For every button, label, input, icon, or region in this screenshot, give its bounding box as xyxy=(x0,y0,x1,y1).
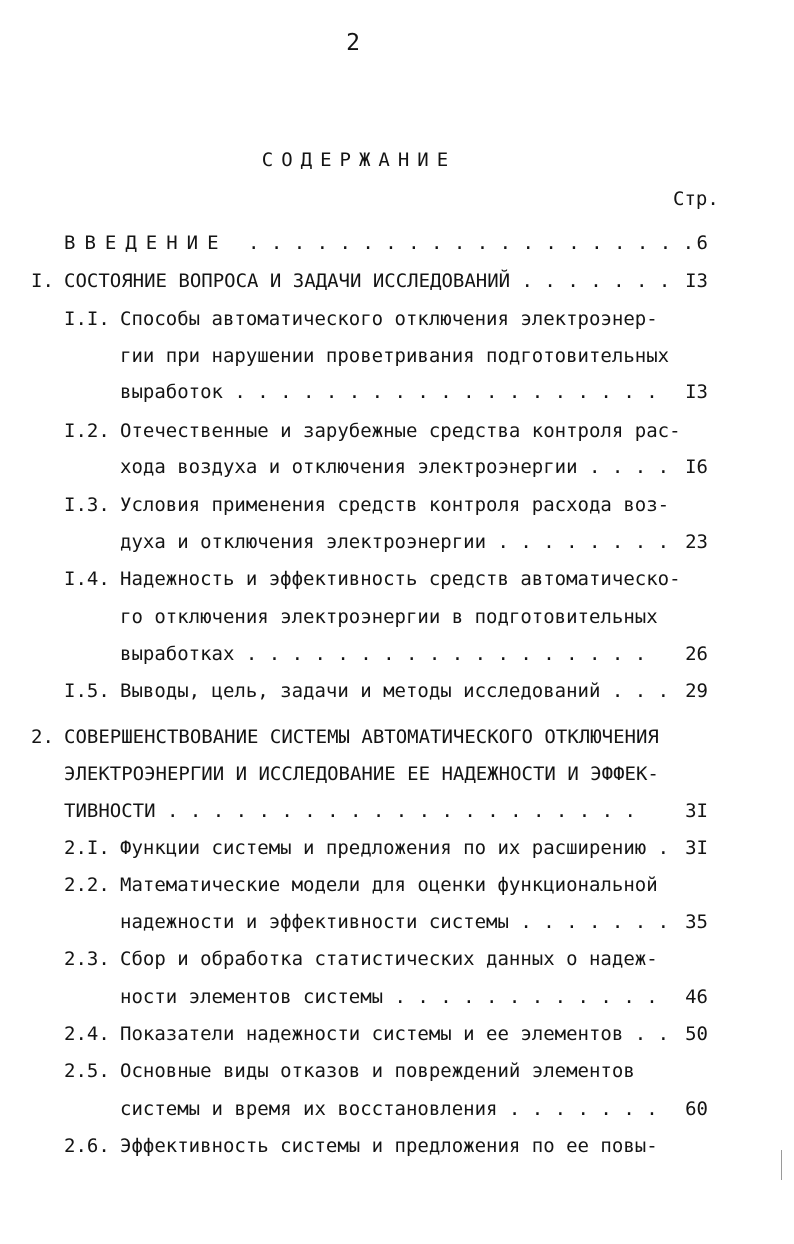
toc-entry-chapter-continuation xyxy=(0,796,794,826)
toc-entry-section-continuation xyxy=(0,982,794,1012)
section-title-line: системы и время их восстановления . . . . . . . xyxy=(120,1098,658,1120)
section-title-line: Математические модели для оценки функциональной xyxy=(120,874,658,896)
section-number: 2.I. xyxy=(64,837,110,859)
section-title-line: хода воздуха и отключения электроэнергии . . . . xyxy=(120,456,670,478)
section-number: 2.2. xyxy=(64,874,110,896)
toc-entry-section[interactable] xyxy=(0,944,794,974)
chapter-2-page: 3I xyxy=(685,800,708,822)
section-number: 2.6. xyxy=(64,1135,110,1157)
scan-edge-mark xyxy=(781,1150,782,1180)
chapter-2-title-line: ЭЛЕКТРОЭНЕРГИИ И ИССЛЕДОВАНИЕ ЕЕ НАДЕЖНОСТИ И ЭФФЕК- xyxy=(64,763,659,785)
intro-label: ВВЕДЕНИЕ xyxy=(64,232,228,254)
toc-entry-section-continuation xyxy=(0,602,794,632)
section-title-line: Выводы, цель, задачи и методы исследований . . . xyxy=(120,680,670,702)
toc-entry-section[interactable] xyxy=(0,676,794,706)
toc-entry-section-continuation xyxy=(0,452,794,482)
section-page: 3I xyxy=(685,837,708,859)
section-title-line: Надежность и эффективность средств автоматическо- xyxy=(120,568,681,590)
section-page: 50 xyxy=(685,1023,708,1045)
section-page: 23 xyxy=(685,531,708,553)
section-title-line: ности элементов системы . . . . . . . . . . . . xyxy=(120,986,658,1008)
section-page: I3 xyxy=(685,381,708,403)
toc-entry-chapter-continuation xyxy=(0,759,794,789)
section-number: I.5. xyxy=(64,680,110,702)
section-title-line: го отключения электроэнергии в подготовительных xyxy=(120,606,658,628)
toc-entry-section[interactable] xyxy=(0,870,794,900)
toc-entry-section-continuation xyxy=(0,377,794,407)
chapter-1-number: I. xyxy=(31,270,54,292)
chapter-1-title: СОСТОЯНИЕ ВОПРОСА И ЗАДАЧИ ИССЛЕДОВАНИЙ . . . . . . . xyxy=(64,270,671,292)
toc-entry-section-continuation xyxy=(0,341,794,371)
section-title-line: Эффективность системы и предложения по ее повы- xyxy=(120,1135,658,1157)
toc-entry-section-continuation xyxy=(0,639,794,669)
section-title-line: выработок . . . . . . . . . . . . . . . . . . . xyxy=(120,381,658,403)
section-page: 60 xyxy=(685,1098,708,1120)
toc-entry-section[interactable] xyxy=(0,564,794,594)
toc-entry-chapter-2[interactable] xyxy=(0,722,794,752)
section-title-line: Сбор и обработка статистических данных о надеж- xyxy=(120,948,658,970)
section-title-line: гии при нарушении проветривания подготовительных xyxy=(120,345,670,367)
section-page: 46 xyxy=(685,986,708,1008)
section-title-line: надежности и эффективности системы . . . . . . . xyxy=(120,911,670,933)
section-title-line: духа и отключения электроэнергии . . . . . . . . xyxy=(120,531,670,553)
toc-title: СОДЕРЖАНИЕ xyxy=(261,149,457,171)
section-title-line: Показатели надежности системы и ее элементов . . xyxy=(120,1023,670,1045)
section-page: 35 xyxy=(685,911,708,933)
section-number: I.4. xyxy=(64,568,110,590)
section-page: 29 xyxy=(685,680,708,702)
toc-entry-section[interactable] xyxy=(0,490,794,520)
toc-entry-section[interactable] xyxy=(0,304,794,334)
section-number: 2.3. xyxy=(64,948,110,970)
toc-entry-intro[interactable] xyxy=(0,228,794,258)
chapter-2-title-line: СОВЕРШЕНСТВОВАНИЕ СИСТЕМЫ АВТОМАТИЧЕСКОГО ОТКЛЮЧЕНИЯ xyxy=(64,726,659,748)
section-number: I.I. xyxy=(64,308,110,330)
toc-entry-section[interactable] xyxy=(0,1131,794,1161)
toc-entry-section[interactable] xyxy=(0,1019,794,1049)
toc-entry-section[interactable] xyxy=(0,1056,794,1086)
section-title-line: Отечественные и зарубежные средства контроля рас- xyxy=(120,420,681,442)
chapter-2-title-line: ТИВНОСТИ . . . . . . . . . . . . . . . . . . . . . xyxy=(64,800,636,822)
intro-leader-dots: . . . . . . . . . . . . . . . . . . . . xyxy=(248,232,695,254)
toc-entry-section-continuation xyxy=(0,1094,794,1124)
page-number: 2 xyxy=(346,30,360,56)
intro-page: 6 xyxy=(696,232,708,254)
section-title-line: Основные виды отказов и повреждений элементов xyxy=(120,1060,635,1082)
section-title-line: Способы автоматического отключения электроэнер- xyxy=(120,308,658,330)
section-title-line: Функции системы и предложения по их расширению . xyxy=(120,837,670,859)
page-column-header: Стр. xyxy=(673,188,719,210)
section-page: 26 xyxy=(685,643,708,665)
section-number: I.2. xyxy=(64,420,110,442)
toc-entry-section[interactable] xyxy=(0,833,794,863)
chapter-2-number: 2. xyxy=(31,726,54,748)
section-number: 2.4. xyxy=(64,1023,110,1045)
toc-entry-section[interactable] xyxy=(0,416,794,446)
toc-entry-section-continuation xyxy=(0,907,794,937)
chapter-1-page: I3 xyxy=(685,270,708,292)
section-page: I6 xyxy=(685,456,708,478)
toc-entry-section-continuation xyxy=(0,527,794,557)
section-title-line: выработках . . . . . . . . . . . . . . . . . . xyxy=(120,643,647,665)
toc-entry-chapter-1[interactable] xyxy=(0,266,794,296)
section-number: I.3. xyxy=(64,494,110,516)
section-number: 2.5. xyxy=(64,1060,110,1082)
section-title-line: Условия применения средств контроля расхода воз- xyxy=(120,494,670,516)
